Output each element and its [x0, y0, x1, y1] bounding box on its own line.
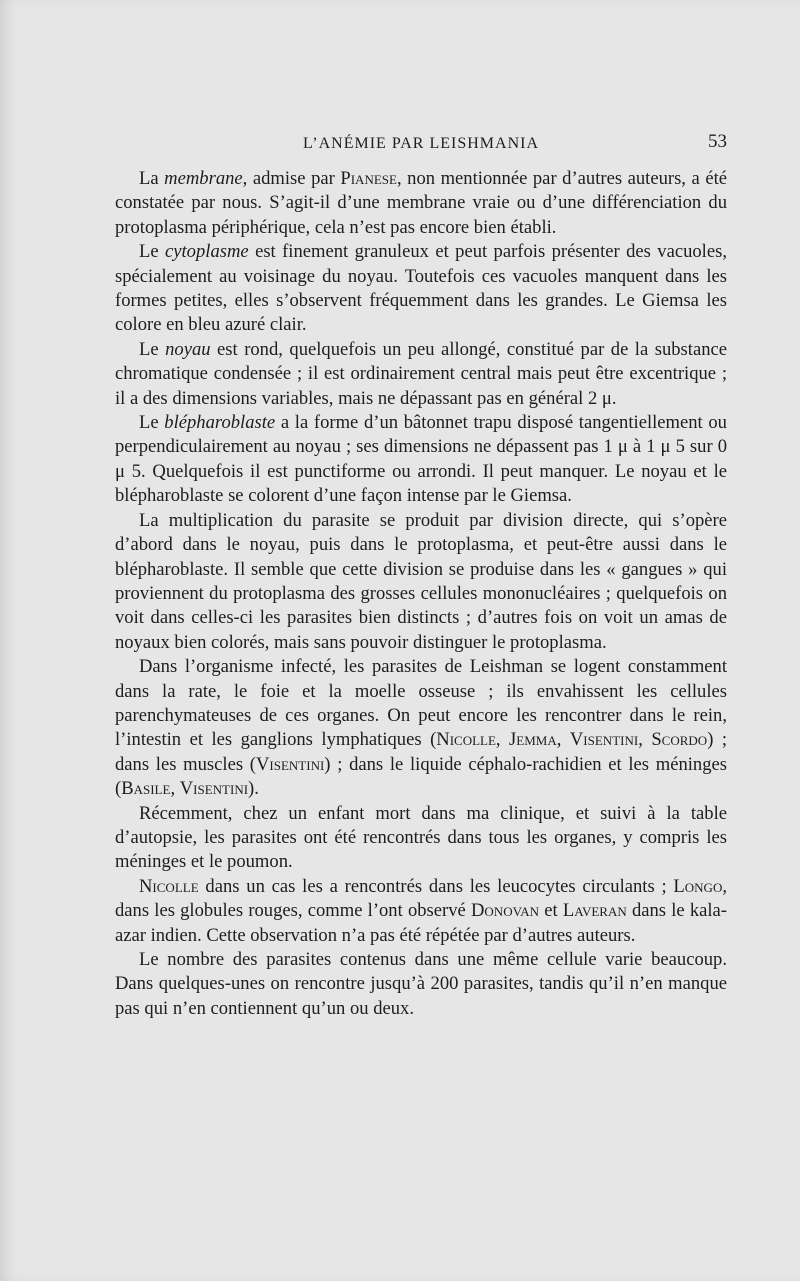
text-run: dans un cas les a rencontrés dans les leucocytes circulants ; [198, 875, 674, 897]
author-name: Scordo [651, 729, 708, 751]
running-title: L’ANÉMIE PAR LEISHMANIA [302, 135, 540, 152]
author-name: Nicolle [139, 875, 199, 897]
italic-term: blépharoblaste [164, 412, 276, 434]
author-name: Pianese [340, 168, 397, 189]
text-run: et [539, 900, 563, 922]
author-name: Laveran [562, 900, 627, 922]
paragraph-noyau [115, 338, 727, 411]
text-run: Récemment, chez un enfant mort dans ma clinique, et suivi à la table d’autopsie, les parasites ont été rencontrés dans tous les organes, y compris les méninges et le poumon. [115, 802, 727, 873]
text-run: , [556, 729, 570, 751]
author-name: Visentini [179, 778, 249, 800]
author-name: Visentini [255, 753, 325, 775]
text-run: La [139, 168, 165, 189]
text-run: Le [139, 338, 166, 360]
text-run: Le [139, 412, 165, 434]
text-run: ). [248, 778, 259, 800]
paragraph-multiplication [115, 509, 727, 655]
text-run: , [638, 729, 652, 751]
text-run: , non mentionnée par d’autres auteurs, a été constatée par nous. S’agit-il d’une membrane vraie ou d’une différenciation du protoplasma périphérique, cela n’est pas encore bien établi. [115, 168, 727, 238]
paragraph-cytoplasme [115, 240, 727, 338]
text-run: ) ; dans les muscles ( [115, 729, 728, 775]
text-run: Le [139, 241, 166, 263]
text-run: , dans les globules rouges, comme l’ont observé [115, 875, 727, 922]
text-run: Dans l’organisme infecté, les parasites de Leishman se logent constamment dans la rate, le foie et la moelle osseuse ; ils envahissent les cellules parenchymateuses de ces organes. On peut encore les rencontrer dans le rein, l’intestin et les ganglions lymphatiques ( [115, 656, 727, 751]
text-run: Le nombre des parasites contenus dans une même cellule varie beaucoup. Dans quelques-unes on rencontre jusqu’à 200 parasites, tandis qu’il n’en manque pas qui n’en contiennent qu’un ou deux. [115, 949, 727, 1019]
text-run: a la forme d’un bâtonnet trapu disposé tangentiellement ou perpendiculairement au noyau ; ses dimensions ne dépassent pas 1 μ à 1 μ 5 sur 0 μ 5. Quelquefois il est punctiforme ou arrondi. Il peut manquer. Le noyau et le blépharoblaste se colorent d’une façon intense par le Giemsa. [115, 412, 727, 507]
text-run: dans le kala-azar indien. Cette observation n’a pas été répétée par d’autres auteurs. [115, 900, 727, 946]
author-name: Nicolle [436, 729, 496, 751]
author-name: Basile [121, 778, 171, 800]
paragraph-recemment [115, 802, 727, 875]
paragraph-membrane [115, 167, 727, 240]
text-run: , admise par [242, 168, 341, 189]
text-run: ) ; dans le liquide céphalo-rachidien et les méninges ( [115, 753, 728, 800]
author-name: Longo [673, 875, 723, 897]
page-header [115, 131, 727, 161]
body-text [115, 167, 727, 1021]
italic-term: membrane [164, 168, 243, 189]
text-run: est rond, quelquefois un peu allongé, constitué par de la substance chromatique condensée ; il est ordinairement central mais peut être excentrique ; il a des dimensions variables, mais ne dépassant pas en général 2 μ. [115, 338, 727, 409]
text-run: , [495, 729, 510, 751]
text-run: est finement granuleux et peut parfois présenter des vacuoles, spécialement au voisinage du noyau. Toutefois ces vacuoles manquent dans les formes petites, elles s’observent fréquemment dans les grandes. Le Giemsa les colore en bleu azuré clair. [115, 241, 727, 336]
italic-term: noyau [165, 338, 211, 360]
paragraph-organisme [115, 655, 727, 801]
page-number: 53 [708, 131, 727, 152]
author-name: Donovan [470, 900, 540, 922]
italic-term: cytoplasme [165, 241, 249, 263]
author-name: Visentini [569, 729, 639, 751]
paragraph-nicolle [115, 875, 727, 948]
text-run: La multiplication du parasite se produit par division directe, qui s’opère d’abord dans le noyau, puis dans le protoplasma, et peut-être aussi dans le blépharoblaste. Il semble que cette division se produise dans les « gangues » qui proviennent du protoplasma des grosses cellules mononucléaires ; quelquefois on voit dans celles-ci les parasites bien distincts ; d’autres fois on voit un amas de noyaux bien colorés, mais sans pouvoir distinguer le protoplasma. [115, 509, 727, 653]
text-run: , [170, 778, 180, 800]
author-name: Jemma [509, 729, 557, 751]
paragraph-blepharoblaste [115, 411, 727, 509]
paragraph-nombre [115, 948, 727, 1021]
